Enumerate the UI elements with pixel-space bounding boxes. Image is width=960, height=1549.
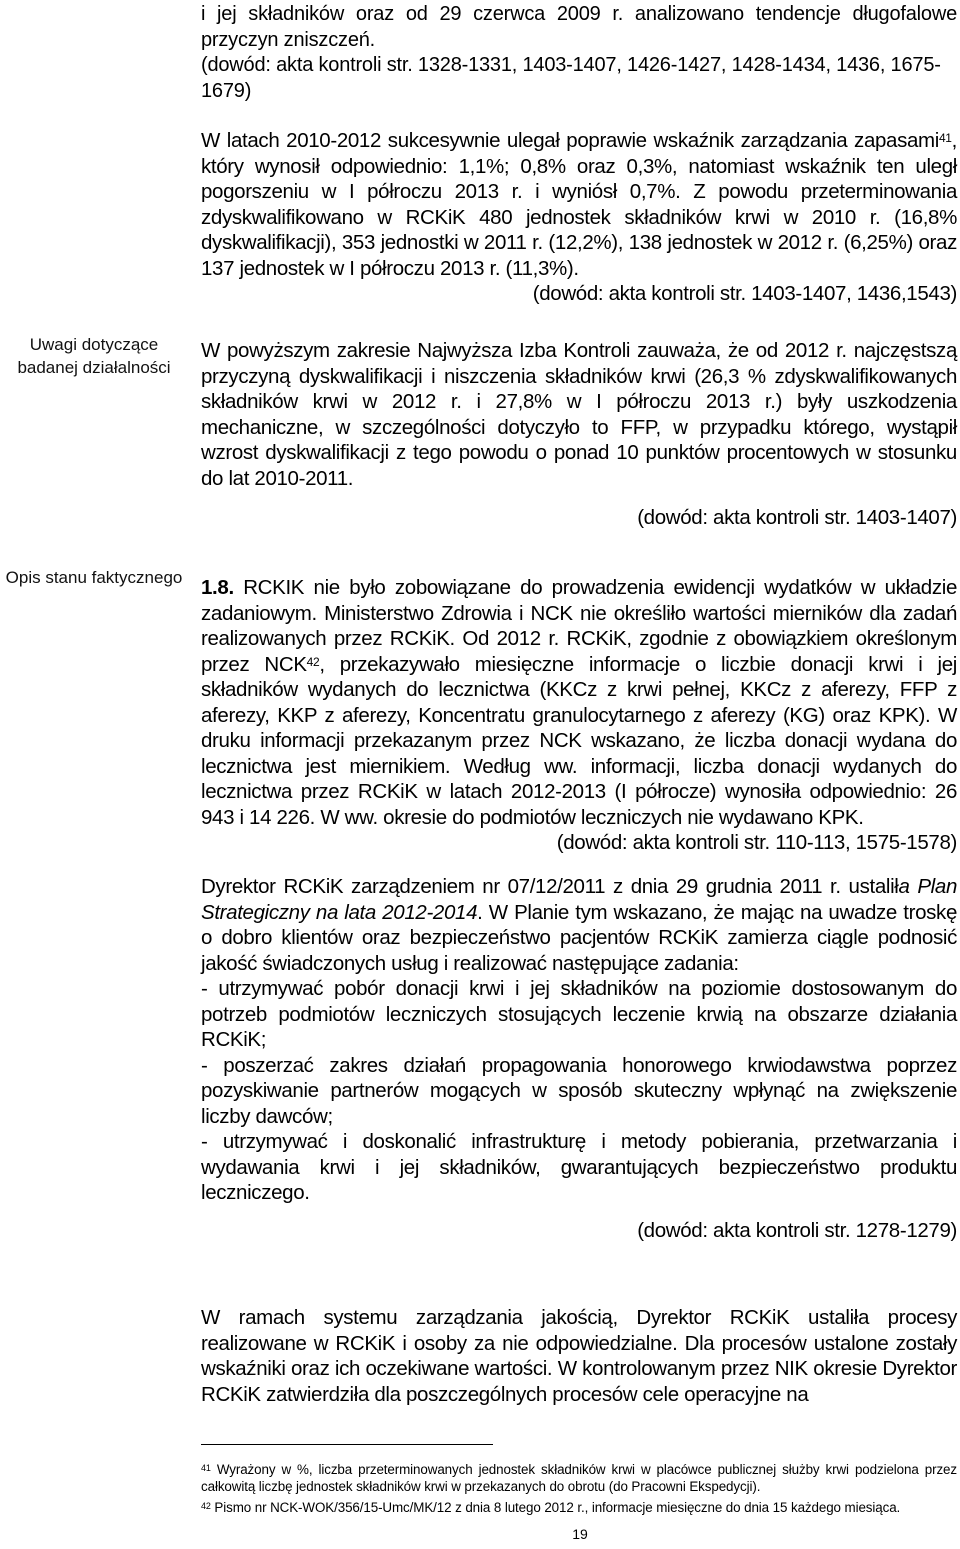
list-item: - utrzymywać pobór donacji krwi i jej składników na poziomie dostosowanym do potrzeb podmiotów leczniczych stosujących leczenie krwią na obszarze działania RCKiK; [201,977,957,1051]
footnote-ref-41[interactable]: 41 [938,131,952,145]
paragraph-strategic-plan [201,874,957,1243]
section-number: 1.8. [201,576,234,599]
footnote-divider [201,1444,493,1445]
paragraph-text: 1.8. RCKIK nie było zobowiązane do prowadzenia ewidencji wydatków w układzie zadaniowym. Ministerstwo Zdrowia i NCK nie określiło wartości mierników dla zadań realizowanych przez RCKiK. Od 2012 r. RCKiK, zgodnie z obowiązkiem określonym przez NCK$^{42}$, przekazywało miesięczne informacje o liczbie donacji krwi i jej składników wydanych do lecznictwa (KKCz z krwi pełnej, KKCz z aferezy, FFP z aferezy, KKP z aferezy, Koncentratu granulocytarnego z aferezy (KG) oraz KPK). W druku informacji przekazanym przez NCK wskazano, że liczba donacji wydana do lecznictwa jest miernikiem. Według ww. informacji, liczba donacji wydanych do lecznictwa przez RCKiK w latach 2012-2013 (I półrocze) wynosiła odpowiednio: 26 943 i 14 226. W ww. okresie do podmiotów leczniczych nie wydawano KPK. [201,576,957,829]
footnote-42: $^{42}$ Pismo nr NCK-WOK/356/15-Umc/MK/12 z dnia 8 lutego 2012 r., informacje miesięczne do dnia 15 każdego miesiąca. [201,1500,901,1515]
evidence-citation: (dowód: akta kontroli str. 1403-1407, 1436,1543) [532,282,957,305]
list-item: - poszerzać zakres działań propagowania honorowego krwiodawstwa poprzez pozyskiwanie partnerów mogących w sposób skuteczny wpłynąć na zwiększenie liczby dawców; [201,1053,957,1128]
paragraph-text: Dyrektor RCKiK zarządzeniem nr 07/12/2011 z dnia 29 grudnia 2011 r. ustaliła Plan Strategiczny na lata 2012-2014. W Planie tym wskazano, że mając na uwadze troskę o dobro klientów oraz bezpieczeństwo pacjentów RCKiK zamierza ciągle podnosić jakość świadczonych usług i realizować następujące zadania: [201,875,957,975]
page-number: 19 [572,1526,588,1542]
plan-title: a Plan Strategiczny na lata 2012-2014 [201,875,957,924]
paragraph-inventory-index [201,128,957,307]
evidence-citation: (dowód: akta kontroli str. 110-113, 1575-1578) [556,831,957,854]
paragraph-intro [201,2,957,104]
footnote-41: $^{41}$ Wyrażony w %, liczba przeterminowanych jednostek składników krwi w placówce publicznej służby krwi podzielona przez całkowitą liczbę jednostek składników krwi w przekazanych do obrotu (do Pracowni Ekspedycji). [201,1462,957,1494]
list-item: - utrzymywać i doskonalić infrastrukturę i metody pobierania, przetwarzania i wydawania krwi i jej składników, gwarantujących bezpieczeństwo produktu leczniczego. [201,1130,957,1204]
paragraph-text: W latach 2010-2012 sukcesywnie ulegał poprawie wskaźnik zarządzania zapasami$^{41}$, który wynosił odpowiednio: 1,1%; 0,8% oraz 0,3%, natomiast wskaźnik ten uległ pogorszeniu w I półroczu 2013 r. i wyniósł 0,7%. Z powodu przeterminowania zdyskwalifikowano w RCKiK 480 jednostek składników krwi w 2010 r. (16,8% dyskwalifikacji), 353 jednostki w 2011 r. (12,2%), 138 jednostek w 2012 r. (6,25%) oraz 137 jednostek w I półroczu 2013 r. (11,3%). [201,129,957,280]
paragraph-text: i jej składników oraz od 29 czerwca 2009 r. analizowano tendencje długofalowe przyczyn zniszczeń. [201,3,957,51]
margin-label-uwagi: Uwagi dotyczące badanej działalności [17,335,171,377]
paragraph-text: W powyższym zakresie Najwyższa Izba Kontroli zauważa, że od 2012 r. najczęstszą przyczyną dyskwalifikacji i niszczenia składników krwi (26,3 % zdyskwalifikowanych składników krwi w 2012 r. i 27,8% w I półroczu 2013 r.) były uszkodzenia mechaniczne, w szczególności dotyczyło to FFP, w przypadku którego, wystąpił wzrost dyskwalifikacji z tego powodu o ponad 10 punktów procentowych w stosunku do lat 2010-2011. [201,339,957,490]
paragraph-nik-remarks [201,338,957,531]
section-1-8 [201,575,957,856]
evidence-citation: (dowód: akta kontroli str. 1403-1407) [637,506,957,529]
paragraph-text: W ramach systemu zarządzania jakością, Dyrektor RCKiK ustaliła procesy realizowane w RCKiK i osoby za nie odpowiedzialne. Dla procesów ustalone zostały wskaźniki oraz ich oczekiwane wartości. W kontrolowanym przez NIK okresie Dyrektor RCKiK zatwierdziła dla poszczególnych procesów cele operacyjne na [201,1306,957,1406]
evidence-citation: (dowód: akta kontroli str. 1328-1331, 1403-1407, 1426-1427, 1428-1434, 1436, 1675-1679) [201,54,941,102]
footnote-ref-42[interactable]: 42 [306,654,320,669]
paragraph-quality-system [201,1305,957,1407]
evidence-citation: (dowód: akta kontroli str. 1278-1279) [637,1218,957,1242]
margin-label-opis-stanu: Opis stanu faktycznego [5,568,183,587]
